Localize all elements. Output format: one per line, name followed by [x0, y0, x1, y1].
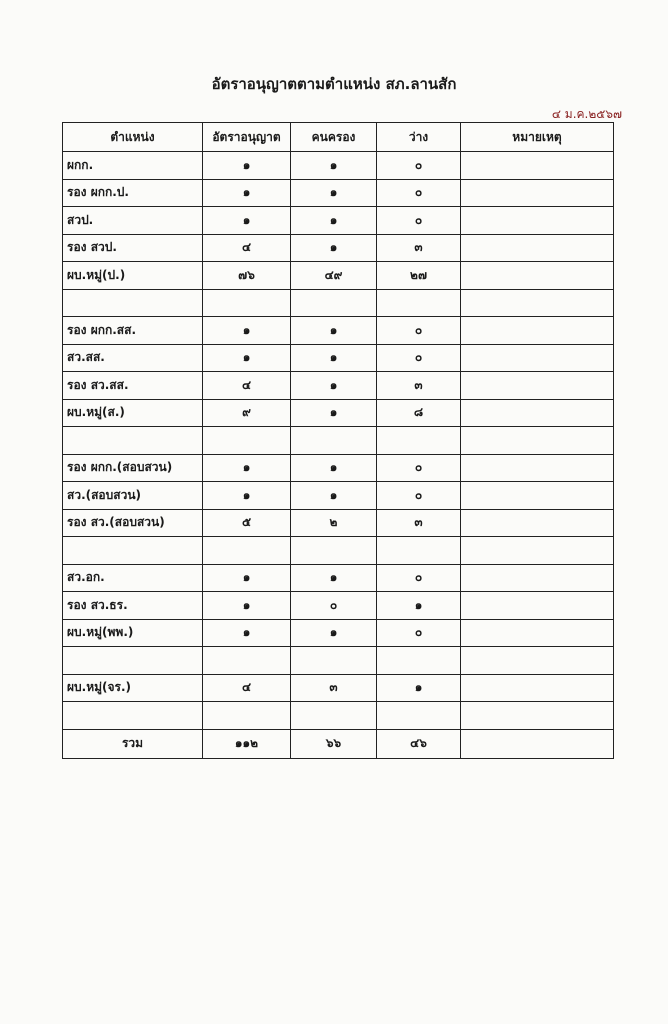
cell-position: รอง ผกก.สส. [63, 317, 203, 345]
cell-position [63, 647, 203, 675]
header-position: ตำแหน่ง [63, 123, 203, 152]
cell-note [461, 647, 614, 675]
cell-authorized: ๔ [203, 234, 291, 262]
cell-position [63, 427, 203, 455]
cell-occupied: ๐ [291, 592, 377, 620]
cell-occupied: ๔๙ [291, 262, 377, 290]
cell-note [461, 289, 614, 317]
cell-authorized: ๑ [203, 619, 291, 647]
total-row [63, 729, 614, 758]
cell-position [63, 702, 203, 730]
cell-occupied: ๑ [291, 454, 377, 482]
cell-position: สวป. [63, 207, 203, 235]
cell-note [461, 482, 614, 510]
cell-authorized [203, 427, 291, 455]
cell-vacant [377, 427, 461, 455]
cell-note [461, 179, 614, 207]
cell-occupied: ๑ [291, 399, 377, 427]
cell-vacant: ๐ [377, 152, 461, 180]
cell-note [461, 592, 614, 620]
total-label: รวม [63, 729, 203, 758]
cell-occupied: ๑ [291, 372, 377, 400]
cell-position: ผบ.หมู่(จร.) [63, 674, 203, 702]
cell-authorized: ๑ [203, 317, 291, 345]
total-note [461, 729, 614, 758]
table-row [63, 674, 614, 702]
table-row [63, 454, 614, 482]
cell-position: สว.อก. [63, 564, 203, 592]
total-vacant: ๔๖ [377, 729, 461, 758]
cell-position: รอง สว.(สอบสวน) [63, 509, 203, 537]
cell-authorized: ๔ [203, 674, 291, 702]
cell-occupied: ๓ [291, 674, 377, 702]
table-row [63, 372, 614, 400]
table-row [63, 702, 614, 730]
cell-note [461, 344, 614, 372]
table-row [63, 289, 614, 317]
cell-position: รอง ผกก.ป. [63, 179, 203, 207]
cell-authorized: ๑ [203, 179, 291, 207]
cell-note [461, 234, 614, 262]
cell-authorized: ๑ [203, 207, 291, 235]
table-row [63, 592, 614, 620]
header-occupied: คนครอง [291, 123, 377, 152]
cell-authorized: ๔ [203, 372, 291, 400]
cell-occupied: ๑ [291, 152, 377, 180]
staffing-table [62, 122, 614, 759]
cell-note [461, 702, 614, 730]
table-row [63, 317, 614, 345]
table-row [63, 537, 614, 565]
cell-note [461, 674, 614, 702]
cell-authorized [203, 537, 291, 565]
cell-occupied: ๑ [291, 619, 377, 647]
cell-authorized: ๑ [203, 592, 291, 620]
table-header-row [63, 123, 614, 152]
cell-vacant [377, 537, 461, 565]
cell-note [461, 537, 614, 565]
cell-occupied: ๑ [291, 317, 377, 345]
cell-occupied [291, 702, 377, 730]
table-row [63, 179, 614, 207]
cell-authorized: ๑ [203, 344, 291, 372]
cell-position: รอง สว.สส. [63, 372, 203, 400]
cell-vacant: ๓ [377, 509, 461, 537]
cell-note [461, 509, 614, 537]
cell-note [461, 262, 614, 290]
cell-note [461, 427, 614, 455]
cell-position [63, 289, 203, 317]
cell-vacant: ๐ [377, 619, 461, 647]
cell-occupied [291, 537, 377, 565]
cell-vacant: ๑ [377, 592, 461, 620]
cell-authorized: ๑ [203, 454, 291, 482]
table-row [63, 619, 614, 647]
table-row [63, 427, 614, 455]
cell-note [461, 619, 614, 647]
cell-occupied: ๑ [291, 234, 377, 262]
cell-position: สว.(สอบสวน) [63, 482, 203, 510]
cell-note [461, 564, 614, 592]
cell-position: รอง ผกก.(สอบสวน) [63, 454, 203, 482]
table-row [63, 564, 614, 592]
cell-note [461, 152, 614, 180]
cell-authorized [203, 289, 291, 317]
cell-position: รอง สวป. [63, 234, 203, 262]
cell-vacant: ๐ [377, 454, 461, 482]
cell-position: ผบ.หมู่(ส.) [63, 399, 203, 427]
table-row [63, 152, 614, 180]
cell-vacant: ๓ [377, 372, 461, 400]
cell-occupied [291, 647, 377, 675]
cell-authorized: ๗๖ [203, 262, 291, 290]
cell-vacant: ๓ [377, 234, 461, 262]
cell-authorized [203, 647, 291, 675]
cell-vacant: ๐ [377, 344, 461, 372]
cell-vacant [377, 647, 461, 675]
cell-note [461, 454, 614, 482]
header-note: หมายเหตุ [461, 123, 614, 152]
table-row [63, 207, 614, 235]
cell-vacant: ๐ [377, 317, 461, 345]
cell-occupied: ๑ [291, 179, 377, 207]
table-row [63, 262, 614, 290]
cell-note [461, 317, 614, 345]
cell-authorized: ๑ [203, 482, 291, 510]
table-row [63, 399, 614, 427]
cell-vacant: ๒๗ [377, 262, 461, 290]
cell-occupied: ๑ [291, 207, 377, 235]
table-row [63, 234, 614, 262]
cell-vacant [377, 702, 461, 730]
table-row [63, 509, 614, 537]
table-row [63, 344, 614, 372]
table-row [63, 647, 614, 675]
page-title: อัตราอนุญาตตามตำแหน่ง สภ.ลานสัก [211, 75, 457, 93]
cell-authorized: ๕ [203, 509, 291, 537]
cell-position: รอง สว.ธร. [63, 592, 203, 620]
document-date: ๔ ม.ค.๒๕๖๗ [551, 107, 622, 121]
cell-authorized: ๑ [203, 152, 291, 180]
cell-occupied: ๒ [291, 509, 377, 537]
cell-authorized: ๙ [203, 399, 291, 427]
header-authorized: อัตราอนุญาต [203, 123, 291, 152]
cell-vacant [377, 289, 461, 317]
cell-occupied: ๑ [291, 564, 377, 592]
cell-occupied: ๑ [291, 482, 377, 510]
cell-occupied [291, 427, 377, 455]
cell-note [461, 399, 614, 427]
cell-vacant: ๐ [377, 179, 461, 207]
cell-authorized [203, 702, 291, 730]
cell-position: ผบ.หมู่(ป.) [63, 262, 203, 290]
cell-occupied: ๑ [291, 344, 377, 372]
cell-vacant: ๐ [377, 564, 461, 592]
header-vacant: ว่าง [377, 123, 461, 152]
cell-occupied [291, 289, 377, 317]
cell-vacant: ๘ [377, 399, 461, 427]
table-row [63, 482, 614, 510]
cell-vacant: ๐ [377, 482, 461, 510]
cell-vacant: ๐ [377, 207, 461, 235]
cell-position: ผกก. [63, 152, 203, 180]
total-authorized: ๑๑๒ [203, 729, 291, 758]
cell-authorized: ๑ [203, 564, 291, 592]
cell-position: ผบ.หมู่(พพ.) [63, 619, 203, 647]
cell-position: สว.สส. [63, 344, 203, 372]
cell-note [461, 207, 614, 235]
cell-note [461, 372, 614, 400]
cell-position [63, 537, 203, 565]
cell-vacant: ๑ [377, 674, 461, 702]
total-occupied: ๖๖ [291, 729, 377, 758]
